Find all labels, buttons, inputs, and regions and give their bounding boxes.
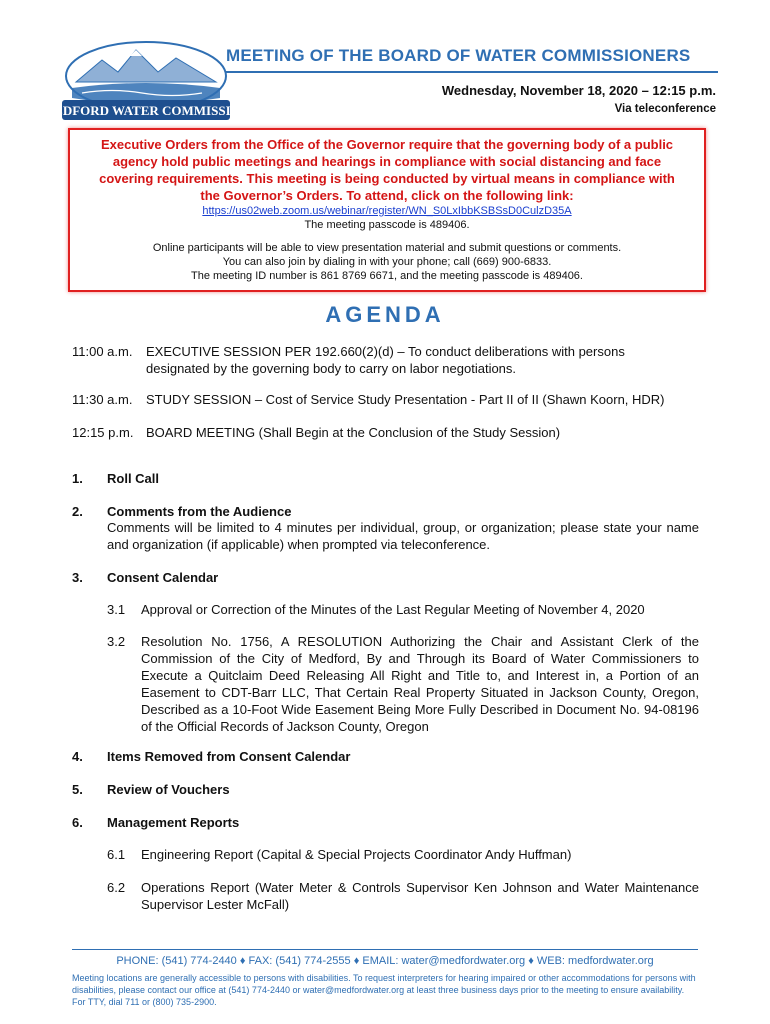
footer-accessibility-note: Meeting locations are generally accessible to persons with disabilities. To request interpreters for hearing impaired or other accommodations for persons with disabilities, please contact our office at (541) 774-2440 or water@medfordwater.org at least three business days prior to the meeting to ensure availability. For TTY, dial 711 or (800) 735-2900. [72, 973, 696, 1007]
subitem-number: 6.1 [107, 847, 126, 862]
subitem-number: 3.2 [107, 634, 126, 649]
subitem-text: Engineering Report (Capital & Special Projects Coordinator Andy Huffman) [141, 847, 572, 862]
item-title: Roll Call [107, 471, 160, 486]
passcode-text: The meeting passcode is 489406. [304, 219, 470, 231]
notice-line-4: the Governor’s Orders. To attend, click on the following link: [200, 188, 574, 203]
item-number: 4. [72, 749, 83, 764]
item-number: 6. [72, 815, 83, 830]
item-number: 3. [72, 570, 83, 585]
item-title: Comments from the Audience [107, 504, 292, 519]
subitem-text: Operations Report (Water Meter & Controls Supervisor Ken Johnson and Water Maintenance Supervisor Lester McFall) [141, 880, 699, 912]
item-title: Items Removed from Consent Calendar [107, 749, 351, 764]
notice-line-1: Executive Orders from the Office of the Governor require that the governing body of a public [100, 137, 674, 152]
online-participants-text: Online participants will be able to view presentation material and submit questions or comments. [152, 242, 622, 254]
session-description: EXECUTIVE SESSION PER 192.660(2)(d) – To conduct deliberations with persons [146, 344, 625, 359]
meeting-date-time: Wednesday, November 18, 2020 – 12:15 p.m. [441, 83, 716, 98]
session-description: designated by the governing body to carry on labor negotiations. [146, 361, 517, 376]
session-time: 12:15 p.m. [72, 425, 134, 440]
meeting-venue: Via teleconference [614, 103, 716, 115]
item-title: Management Reports [107, 815, 240, 830]
notice-line-2: agency hold public meetings and hearings in compliance with social distancing and face [112, 154, 662, 169]
logo-text: MEDFORD WATER COMMISSION [41, 103, 251, 118]
session-description: STUDY SESSION – Cost of Service Study Presentation - Part II of II (Shawn Koorn, HDR) [146, 392, 665, 407]
item-body: Comments will be limited to 4 minutes per individual, group, or organization; please state your name and organization (if applicable) when prompted via teleconference. [107, 520, 699, 552]
footer-divider [72, 949, 698, 950]
page-title: MEETING OF THE BOARD OF WATER COMMISSIONERS [226, 46, 691, 65]
item-number: 2. [72, 504, 83, 519]
session-time: 11:30 a.m. [72, 392, 133, 407]
subitem-number: 6.2 [107, 880, 126, 895]
agenda-heading: AGENDA [325, 302, 445, 327]
item-title: Review of Vouchers [107, 782, 230, 797]
zoom-webinar-link[interactable]: https://us02web.zoom.us/webinar/register/WN_S0LxIbbKSBSsD0CulzD35A [202, 205, 572, 217]
subitem-number: 3.1 [107, 602, 126, 617]
session-time: 11:00 a.m. [72, 344, 133, 359]
governor-notice-box [68, 128, 706, 292]
item-number: 1. [72, 471, 83, 486]
meeting-id-text: The meeting ID number is 861 8769 6671, and the meeting passcode is 489406. [191, 270, 583, 282]
item-number: 5. [72, 782, 83, 797]
subitem-text: Approval or Correction of the Minutes of the Last Regular Meeting of November 4, 2020 [141, 602, 645, 617]
medford-water-commission-logo [41, 38, 251, 122]
title-divider [226, 71, 718, 73]
dial-in-text: You can also join by dialing in with your phone; call (669) 900-6833. [222, 256, 552, 268]
session-description: BOARD MEETING (Shall Begin at the Conclusion of the Study Session) [146, 425, 561, 440]
notice-line-3: covering requirements. This meeting is being conducted by virtual means in compliance with [99, 171, 675, 186]
footer-contact-info: PHONE: (541) 774-2440 ♦ FAX: (541) 774-2555 ♦ EMAIL: water@medfordwater.org ♦ WEB: medfordwater.org [116, 955, 654, 967]
item-title: Consent Calendar [107, 570, 219, 585]
subitem-text: Resolution No. 1756, A RESOLUTION Authorizing the Chair and Assistant Clerk of the Commission of the City of Medford, By and Through its Board of Water Commissioners to Execute a Quitclaim Deed Releasing All Right and Title to, and Interest in, a Portion of an Easement to CDT-Barr LLC, That Certain Real Property Situated in Jackson County, Oregon, Described as a 10-Foot Wide Easement Being More Fully Described in Document No. 94-08196 of the Official Records of Jackson County, Oregon [141, 634, 699, 734]
